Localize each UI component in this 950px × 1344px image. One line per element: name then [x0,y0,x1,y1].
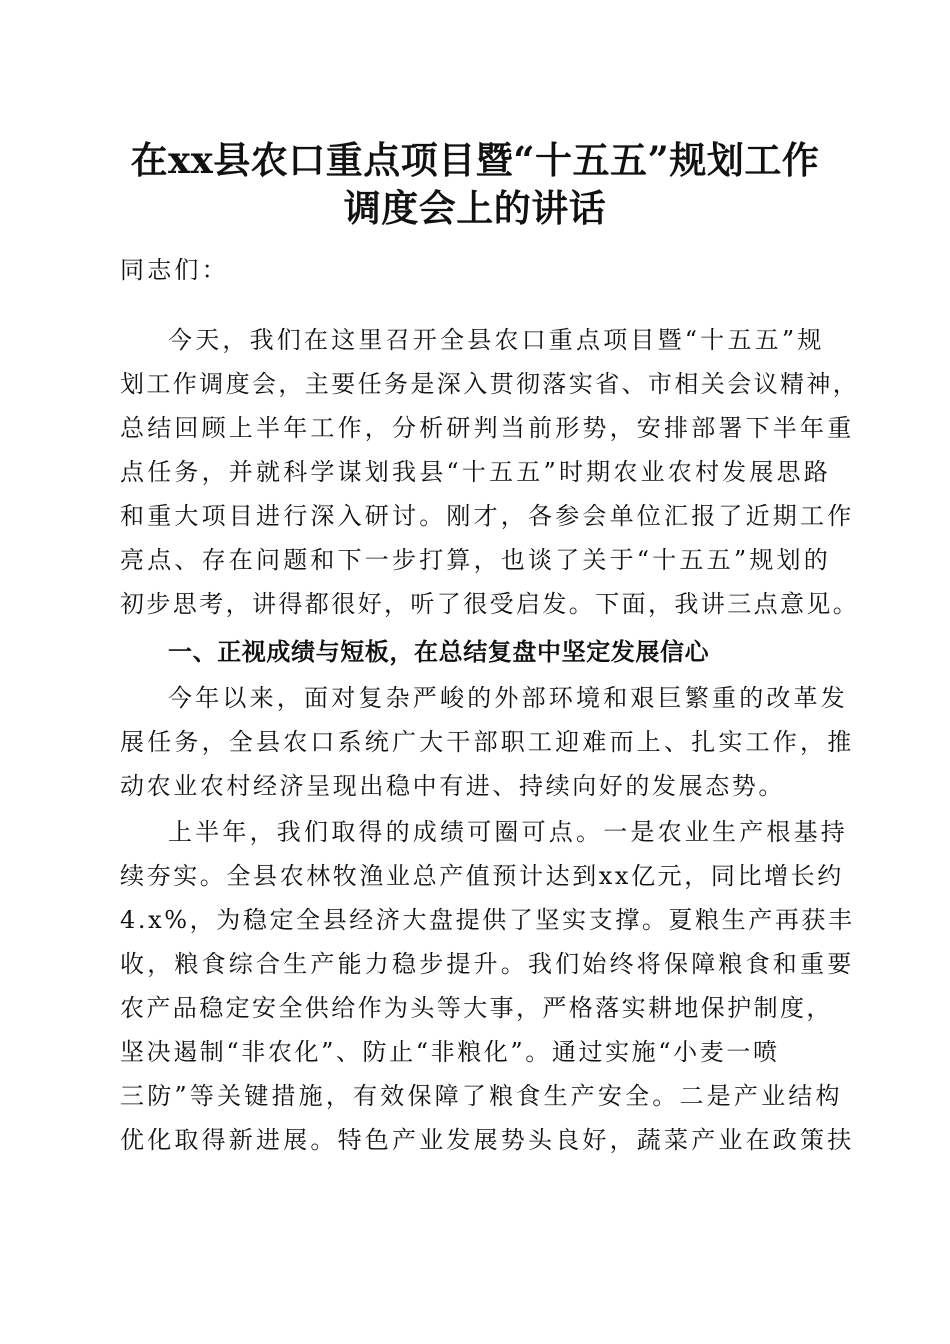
paragraph-line: 农产品稳定安全供给作为头等大事，严格落实耕地保护制度， [120,994,833,1022]
document-title-line-1: 在xx县农口重点项目暨“十五五”规划工作 [130,138,820,182]
paragraph-line: 总结回顾上半年工作，分析研判当前形势，安排部署下半年重 [120,414,855,442]
paragraph-line: 三防”等关键措施，有效保障了粮食生产安全。二是产业结构 [120,1082,843,1110]
paragraph-line: 今年以来，面对复杂严峻的外部环境和艰巨繁重的改革发 [168,684,848,712]
paragraph-line: 今天，我们在这里召开全县农口重点项目暨“十五五”规 [168,326,825,354]
paragraph-line: 点任务，并就科学谋划我县“十五五”时期农业农村发展思路 [120,458,831,486]
document-title-line-2: 调度会上的讲话 [343,186,607,230]
paragraph-line: 收，粮食综合生产能力稳步提升。我们始终将保障粮食和重要 [120,950,855,978]
paragraph-line: 划工作调度会，主要任务是深入贯彻落实省、市相关会议精神， [120,370,860,398]
section-heading: 一、正视成绩与短板，在总结复盘中坚定发展信心 [168,638,710,666]
paragraph-line: 动农业农村经济呈现出稳中有进、持续向好的发展态势。 [120,772,785,800]
paragraph-line: 续夯实。全县农林牧渔业总产值预计达到xx亿元，同比增长约 [120,862,844,890]
paragraph-line: 上半年，我们取得的成绩可圈可点。一是农业生产根基持 [168,818,848,846]
paragraph-line: 展任务，全县农口系统广大干部职工迎难而上、扎实工作，推 [120,728,855,756]
paragraph-line: 坚决遏制“非农化”、防止“非粮化”。通过实施“小麦一喷 [120,1038,780,1066]
paragraph-line: 初步思考，讲得都很好，听了很受启发。下面，我讲三点意见。 [120,590,860,618]
paragraph-line: 亮点、存在问题和下一步打算，也谈了关于“十五五”规划的 [120,546,831,574]
paragraph-line: 4.x%，为稳定全县经济大盘提供了坚实支撑。夏粮生产再获丰 [120,906,855,934]
paragraph-line: 优化取得新进展。特色产业发展势头良好，蔬菜产业在政策扶 [120,1126,855,1154]
salutation: 同志们： [120,256,229,284]
paragraph-line: 和重大项目进行深入研讨。刚才，各参会单位汇报了近期工作 [120,502,855,530]
